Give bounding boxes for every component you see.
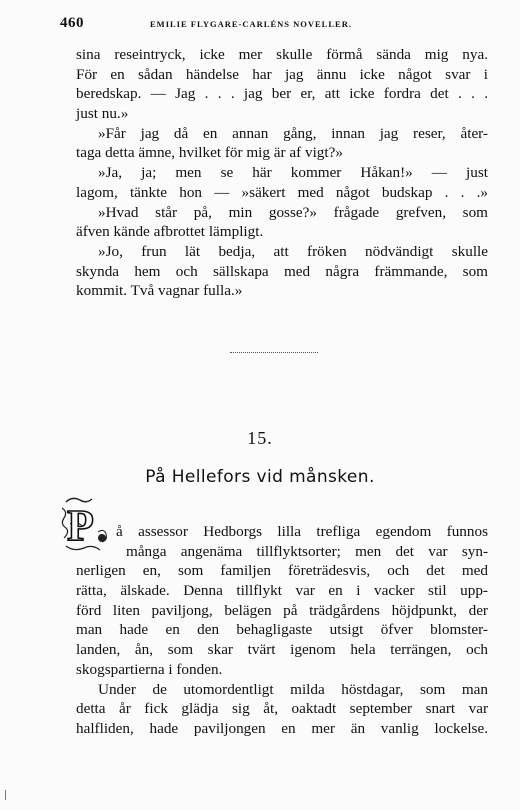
text-line: lagom, tänkte hon — »säkert med något budskap . . .» bbox=[76, 183, 488, 201]
text-line: detta år fick glädja sig åt, oaktadt september snart var bbox=[76, 700, 488, 718]
text-line: många angenäma tillflyktsorter; men det var syn- bbox=[126, 542, 488, 560]
text-line: »Får jag då en annan gång, innan jag reser, åter- bbox=[98, 124, 488, 142]
margin-mark bbox=[4, 790, 7, 800]
text-line: äfven kände afbrottet lämpligt. bbox=[76, 223, 264, 241]
previous-chapter-text bbox=[76, 45, 488, 301]
text-line: å assessor Hedborgs lilla trefliga egendom funnos bbox=[116, 523, 488, 540]
text-line: »Ja, ja; men se här kommer Håkan!» — just bbox=[98, 164, 488, 182]
text-line: landen, ån, som skar tvärt igenom hela terrängen, och bbox=[76, 641, 488, 659]
text-line: »Hvad står på, min gosse?» frågade grefven, som bbox=[98, 203, 488, 221]
text-line: kommit. Två vagnar fulla.» bbox=[76, 282, 243, 300]
section-divider bbox=[230, 352, 318, 353]
text-line: sina reseintryck, icke mer skulle förmå sända mig nya. bbox=[76, 46, 488, 63]
drop-cap-letter: P bbox=[67, 501, 94, 550]
text-line: halfliden, hade paviljongen en mer än vanlig lockelse. bbox=[76, 719, 488, 737]
chapter-body-text bbox=[76, 522, 488, 739]
page-number: 460 bbox=[60, 15, 84, 31]
text-line: förd liten paviljong, belägen på trädgårdens höjdpunkt, der bbox=[76, 601, 488, 619]
text-line: rätta, älskade. Denna tillflykt var en i vacker stil upp- bbox=[76, 582, 488, 600]
text-line: taga detta ämne, hvilket för mig är af vigt?» bbox=[76, 144, 343, 162]
text-line: Under de utomordentligt milda höstdagar, som man bbox=[98, 680, 488, 698]
text-line: För en sådan händelse har jag ännu icke något svar i bbox=[76, 65, 488, 83]
running-head bbox=[60, 15, 490, 35]
text-line: just nu.» bbox=[76, 105, 129, 123]
text-line: skogspartierna i fonden. bbox=[76, 660, 223, 678]
text-line: man hade en den behagligaste utsigt öfver blomster- bbox=[76, 621, 488, 639]
text-line: nerligen en, som familjen företrädesvis, och det med bbox=[76, 562, 488, 580]
chapter-title: På Hellefors vid månsken. bbox=[145, 467, 375, 487]
chapter-number: 15. bbox=[247, 428, 273, 448]
text-line: skynda hem och sällskapa med några främmande, som bbox=[76, 262, 488, 280]
running-title: EMILIE FLYGARE-CARLÉNS NOVELLER. bbox=[150, 19, 352, 29]
text-line: »Jo, frun lät bedja, att fröken nödvändigt skulle bbox=[98, 242, 488, 260]
text-line: beredskap. — Jag . . . jag ber er, att icke fordra det . . . bbox=[76, 85, 488, 103]
